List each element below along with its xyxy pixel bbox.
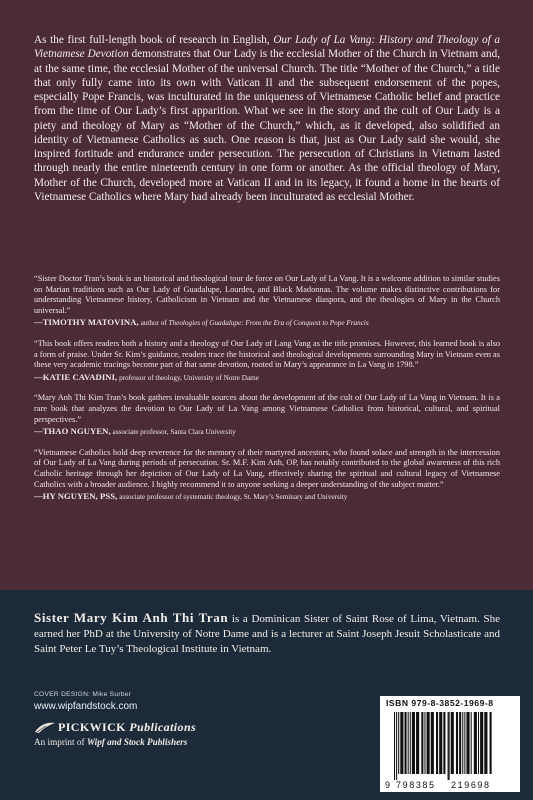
endorsement (34, 339, 500, 383)
endorsement (34, 274, 500, 329)
barcode-bar (416, 712, 419, 774)
barcode-bar (480, 712, 483, 774)
barcode-bar (396, 712, 397, 780)
barcode-bar (471, 712, 472, 774)
publisher-logo (34, 720, 196, 735)
isbn-barcode (380, 696, 520, 792)
barcode-bar (421, 712, 423, 774)
endorser-role: associate professor of systematic theology, St. Mary’s Seminary and University (117, 493, 348, 502)
barcode-bar (448, 712, 449, 780)
endorsement-attribution (34, 317, 500, 329)
publisher-name: PICKWICK Publications (58, 720, 197, 734)
endorsement-quote: “Sister Doctor Tran’s book is an historical and theological tour de force on Our Lady of La Vang. It is a welcome addition to similar studies on Marian traditions such as Our Lady of Guadalupe, Lourdes, and Black Madonnas. The volume makes distinctive contributions for understanding Vietnamese history, Catholicism in Vietnam and the Vietnamese diaspora, and the theologies of Mary in the Church universal.” (34, 274, 500, 315)
book-description (34, 33, 500, 204)
barcode-bar (427, 712, 430, 774)
endorsements (34, 274, 500, 513)
description-intro: As the first full-length book of research in English, (34, 34, 274, 46)
barcode-bar (478, 712, 479, 774)
publisher-website: www.wipfandstock.com (34, 701, 138, 712)
barcode-bar (436, 712, 438, 774)
barcode-digits-right-group: 219698 (451, 780, 491, 790)
barcode-bar (400, 712, 403, 774)
endorser-role: author of Theologies of Guadalupe: From the Era of Conquest to Pope Francis (138, 319, 369, 328)
barcode-bar (405, 712, 407, 774)
book-title: Our Lady of La Vang: History and Theology of a Vietnamese Devotion (34, 34, 500, 61)
barcode-bar (451, 712, 454, 774)
endorsement-attribution (34, 491, 500, 503)
endorser-name: —HY NGUYEN, PSS, (34, 491, 118, 502)
barcode-bars (380, 710, 520, 792)
endorsement-quote: “Vietnamese Catholics hold deep reverence for the memory of their martyred ancestors, who found solace and strength in the intercession of Our Lady of La Vang during periods of persecution. Sr. M.F. Kim Anh, OP, has notably contributed to the global awareness of this rich Catholic heritage through her depiction of Our Lady of La Vang, effectively sharing the spiritual and cultural legacy of Vietnamese Catholics with a broader audience. I highly recommend it to anyone seeking a deeper understanding of the subject matter.” (34, 447, 500, 489)
endorser-name: —THAO NGUYEN, (34, 426, 111, 437)
barcode-digit-left: 9 (385, 780, 391, 790)
pickwick-quill-icon (34, 722, 56, 734)
endorsement (34, 448, 500, 503)
barcode-bar (424, 712, 425, 774)
barcode-bar (466, 712, 469, 774)
description-body: demonstrates that Our Lady is the ecclesial Mother of the Church in Vietnam and, at the same time, the ecclesial Mother of the universal Church. The title “Mother of the Church,” a title that only fully came into its own with Vatican II and the subsequent endorsement of the popes, especially Pope Francis, was inculturated in the uniqueness of Vietnamese Catholic belief and practice from the time of Our Lady’s first apparition. What we see in the story and the cult of Our Lady is a piety and theology of Mary as “Mother of the Church,” which, as it developed, also solidified an identity of Vietnamese Catholics as such. One reason is that, just as Our Lady said she would, she inspired fortitude and endurance under persecution. The persecution of Christians in Vietnam lasted through nearly the entire nineteenth century in one form or another. As the official theology of Mary, Mother of the Church, developed more at Vatican II and in its legacy, it found a home in the hearts of Vietnamese Catholics where Mary had already been inculturated as ecclesial Mother. (34, 48, 500, 203)
barcode-bar (490, 712, 492, 774)
barcode-bar (412, 712, 415, 774)
endorser-role: associate professor, Santa Clara University (110, 428, 236, 437)
endorser-name: —TIMOTHY MATOVINA, (34, 317, 139, 328)
barcode-bar (456, 712, 458, 774)
barcode-bar (474, 712, 477, 774)
barcode-bar (459, 712, 461, 774)
barcode-bar (443, 712, 445, 774)
cover-design-credit: COVER DESIGN: Mike Surber (34, 691, 132, 698)
author-name: Sister Mary Kim Anh Thi Tran (34, 610, 229, 625)
barcode-bar (449, 712, 450, 780)
barcode-bar (464, 712, 465, 774)
endorsement-attribution (34, 372, 500, 384)
author-bio (34, 610, 500, 657)
barcode-bar (484, 712, 487, 774)
publisher-imprint: An imprint of Wipf and Stock Publishers (34, 737, 188, 747)
endorser-name: —KATIE CAVADINI, (34, 371, 118, 382)
barcode-bar (431, 712, 434, 774)
barcode-digits-left-group: 798385 (396, 780, 436, 790)
endorsement-quote: “Mary Anh Thi Kim Tran’s book gathers invaluable sources about the development of the cult of Our Lady of La Vang in Vietnam. It is a rare book that analyzes the devotion to Our Lady of La Vang among Vietnamese Catholics from historical, cultural, and spiritual perspectives.” (34, 393, 500, 424)
endorsement (34, 393, 500, 437)
author-bio-text: is a Dominican Sister of Saint Rose of Lima, Vietnam. She earned her PhD at the University of Notre Dame and is a lecturer at Saint Joseph Jesuit Scholasticate and Saint Peter Le Tuy’s Theological Institute in Vietnam. (34, 613, 500, 655)
barcode-bar (439, 712, 442, 774)
barcode-bar (462, 712, 463, 774)
barcode-bar (410, 712, 411, 774)
endorsement-quote: “This book offers readers both a history and a theology of Our Lady of Lang Vang as the title promises. However, this learned book is also a form of praise. Under Sr. Kim’s guidance, readers trace the historical and theological developments surrounding Mary in Vietnam even as these very academic tracings become part of that same devotion, rooted in Mary’s appearance in La Vang in 1798.” (34, 338, 500, 370)
barcode-bar (408, 712, 409, 774)
isbn-label: ISBN 979-8-3852-1969-8 (386, 698, 494, 708)
endorser-role: professor of theology, University of Notre Dame (117, 373, 259, 382)
barcode-bar (394, 712, 395, 780)
endorsement-attribution (34, 426, 500, 438)
barcode-bar (398, 712, 399, 774)
